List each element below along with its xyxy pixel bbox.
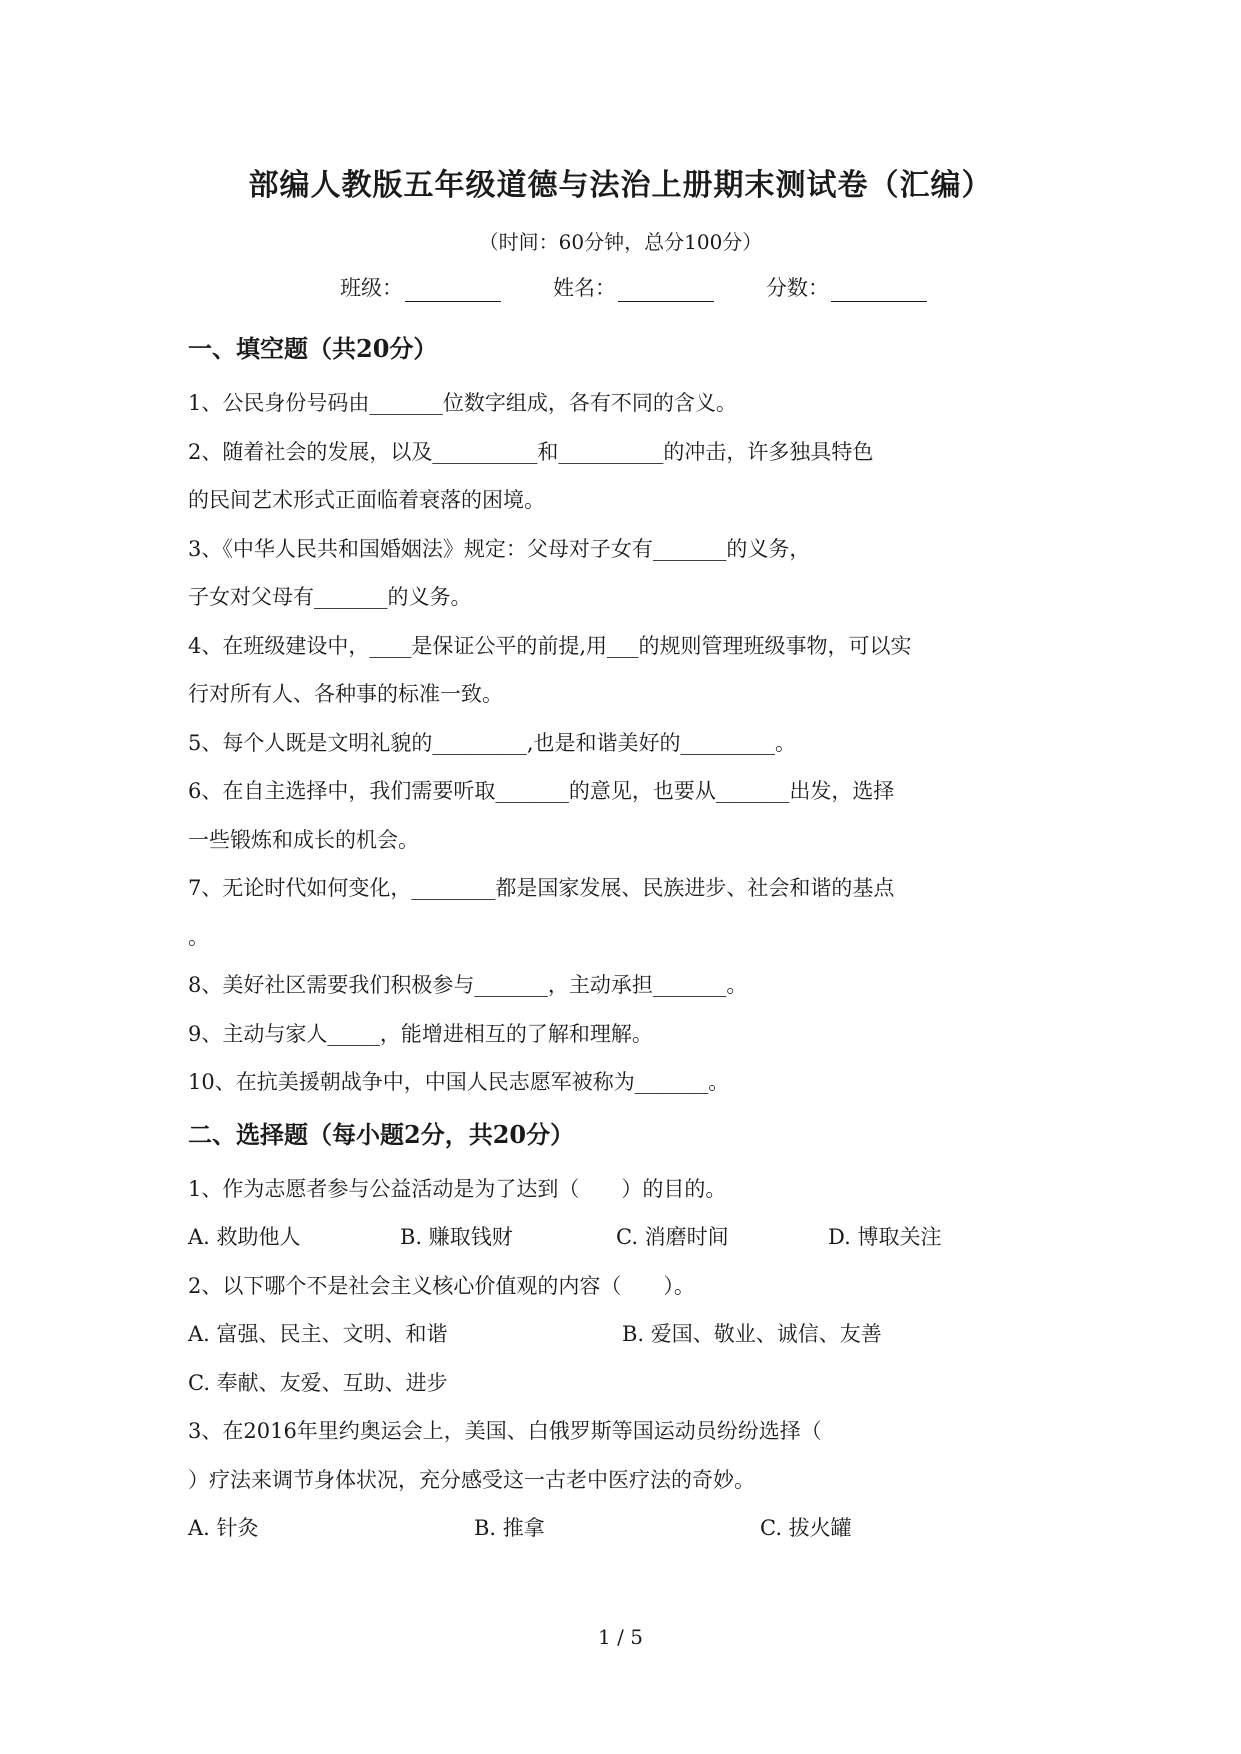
- question-line: 4、在班级建设中，____是保证公平的前提,用___的规则管理班级事物，可以实: [188, 633, 912, 658]
- question-line: 行对所有人、各种事的标准一致。: [188, 682, 503, 706]
- score-blank: [831, 281, 927, 302]
- class-field: [340, 272, 501, 302]
- options-row: [188, 1213, 1068, 1262]
- question-line: 7、无论时代如何变化，________都是国家发展、民族进步、社会和谐的基点: [188, 876, 895, 900]
- name-label: 姓名：: [553, 276, 616, 300]
- question-line: 1、作为志愿者参与公益活动是为了达到（ ）的目的。: [188, 1176, 727, 1201]
- page-number: 1 / 5: [598, 1625, 643, 1649]
- score-field: [766, 272, 927, 302]
- question-line: 9、主动与家人_____，能增进相互的了解和理解。: [188, 1021, 653, 1046]
- option-c: C. 消磨时间: [616, 1225, 729, 1249]
- option-b: B. 赚取钱财: [400, 1225, 513, 1249]
- option-a: A. 富强、民主、文明、和谐: [188, 1322, 448, 1346]
- question-line: 3、在2016年里约奥运会上，美国、白俄罗斯等国运动员纷纷选择（: [188, 1419, 822, 1443]
- options-row: [188, 1310, 1068, 1359]
- section-choice-title: 二、选择题（每小题2分，共20分）: [188, 1119, 575, 1149]
- option-a: A. 针灸: [188, 1516, 259, 1540]
- question-line: 1、公民身份号码由_______位数字组成，各有不同的含义。: [188, 391, 737, 415]
- question-line: 一些锻炼和成长的机会。: [188, 827, 419, 852]
- question-line: 5、每个人既是文明礼貌的_________,也是和谐美好的_________。: [188, 730, 797, 755]
- name-blank: [618, 281, 714, 302]
- exam-subtitle: （时间：60分钟，总分100分）: [478, 230, 763, 254]
- option-d: D. 博取关注: [828, 1225, 942, 1249]
- option-b: B. 推拿: [474, 1516, 545, 1540]
- class-blank: [405, 281, 501, 302]
- question-line: 8、美好社区需要我们积极参与_______，主动承担_______。: [188, 973, 748, 997]
- question-line: ）疗法来调节身体状况，充分感受这一古老中医疗法的奇妙。: [188, 1467, 755, 1492]
- question-line: 的民间艺术形式正面临着衰落的困境。: [188, 488, 545, 512]
- question-line: 3、《中华人民共和国婚姻法》规定：父母对子女有_______的义务，: [188, 536, 811, 561]
- option-c: C. 奉献、友爱、互助、进步: [188, 1370, 448, 1395]
- section-fill-blank-title: 一、填空题（共20分）: [188, 334, 438, 363]
- options-row: [188, 1359, 1068, 1408]
- question-line: 10、在抗美援朝战争中，中国人民志愿军被称为_______。: [188, 1070, 730, 1094]
- class-label: 班级：: [340, 276, 403, 300]
- question-line: 2、以下哪个不是社会主义核心价值观的内容（ ）。: [188, 1273, 695, 1298]
- option-a: A. 救助他人: [188, 1225, 301, 1249]
- student-info-row: [340, 272, 1040, 302]
- page-title: 部编人教版五年级道德与法治上册期末测试卷（汇编）: [248, 168, 993, 203]
- option-b: B. 爱国、敬业、诚信、友善: [622, 1322, 882, 1346]
- question-line: 6、在自主选择中，我们需要听取_______的意见，也要从_______出发，选择: [188, 779, 895, 803]
- score-label: 分数：: [766, 276, 829, 300]
- question-line: 2、随着社会的发展，以及__________和__________的冲击，许多独具特色: [188, 439, 874, 464]
- exam-content: [188, 325, 1068, 1553]
- name-field: [553, 272, 714, 302]
- options-row: [188, 1504, 1068, 1553]
- question-line: 子女对父母有_______的义务。: [188, 585, 472, 609]
- question-line: 。: [188, 924, 209, 949]
- option-c: C. 拔火罐: [760, 1516, 852, 1540]
